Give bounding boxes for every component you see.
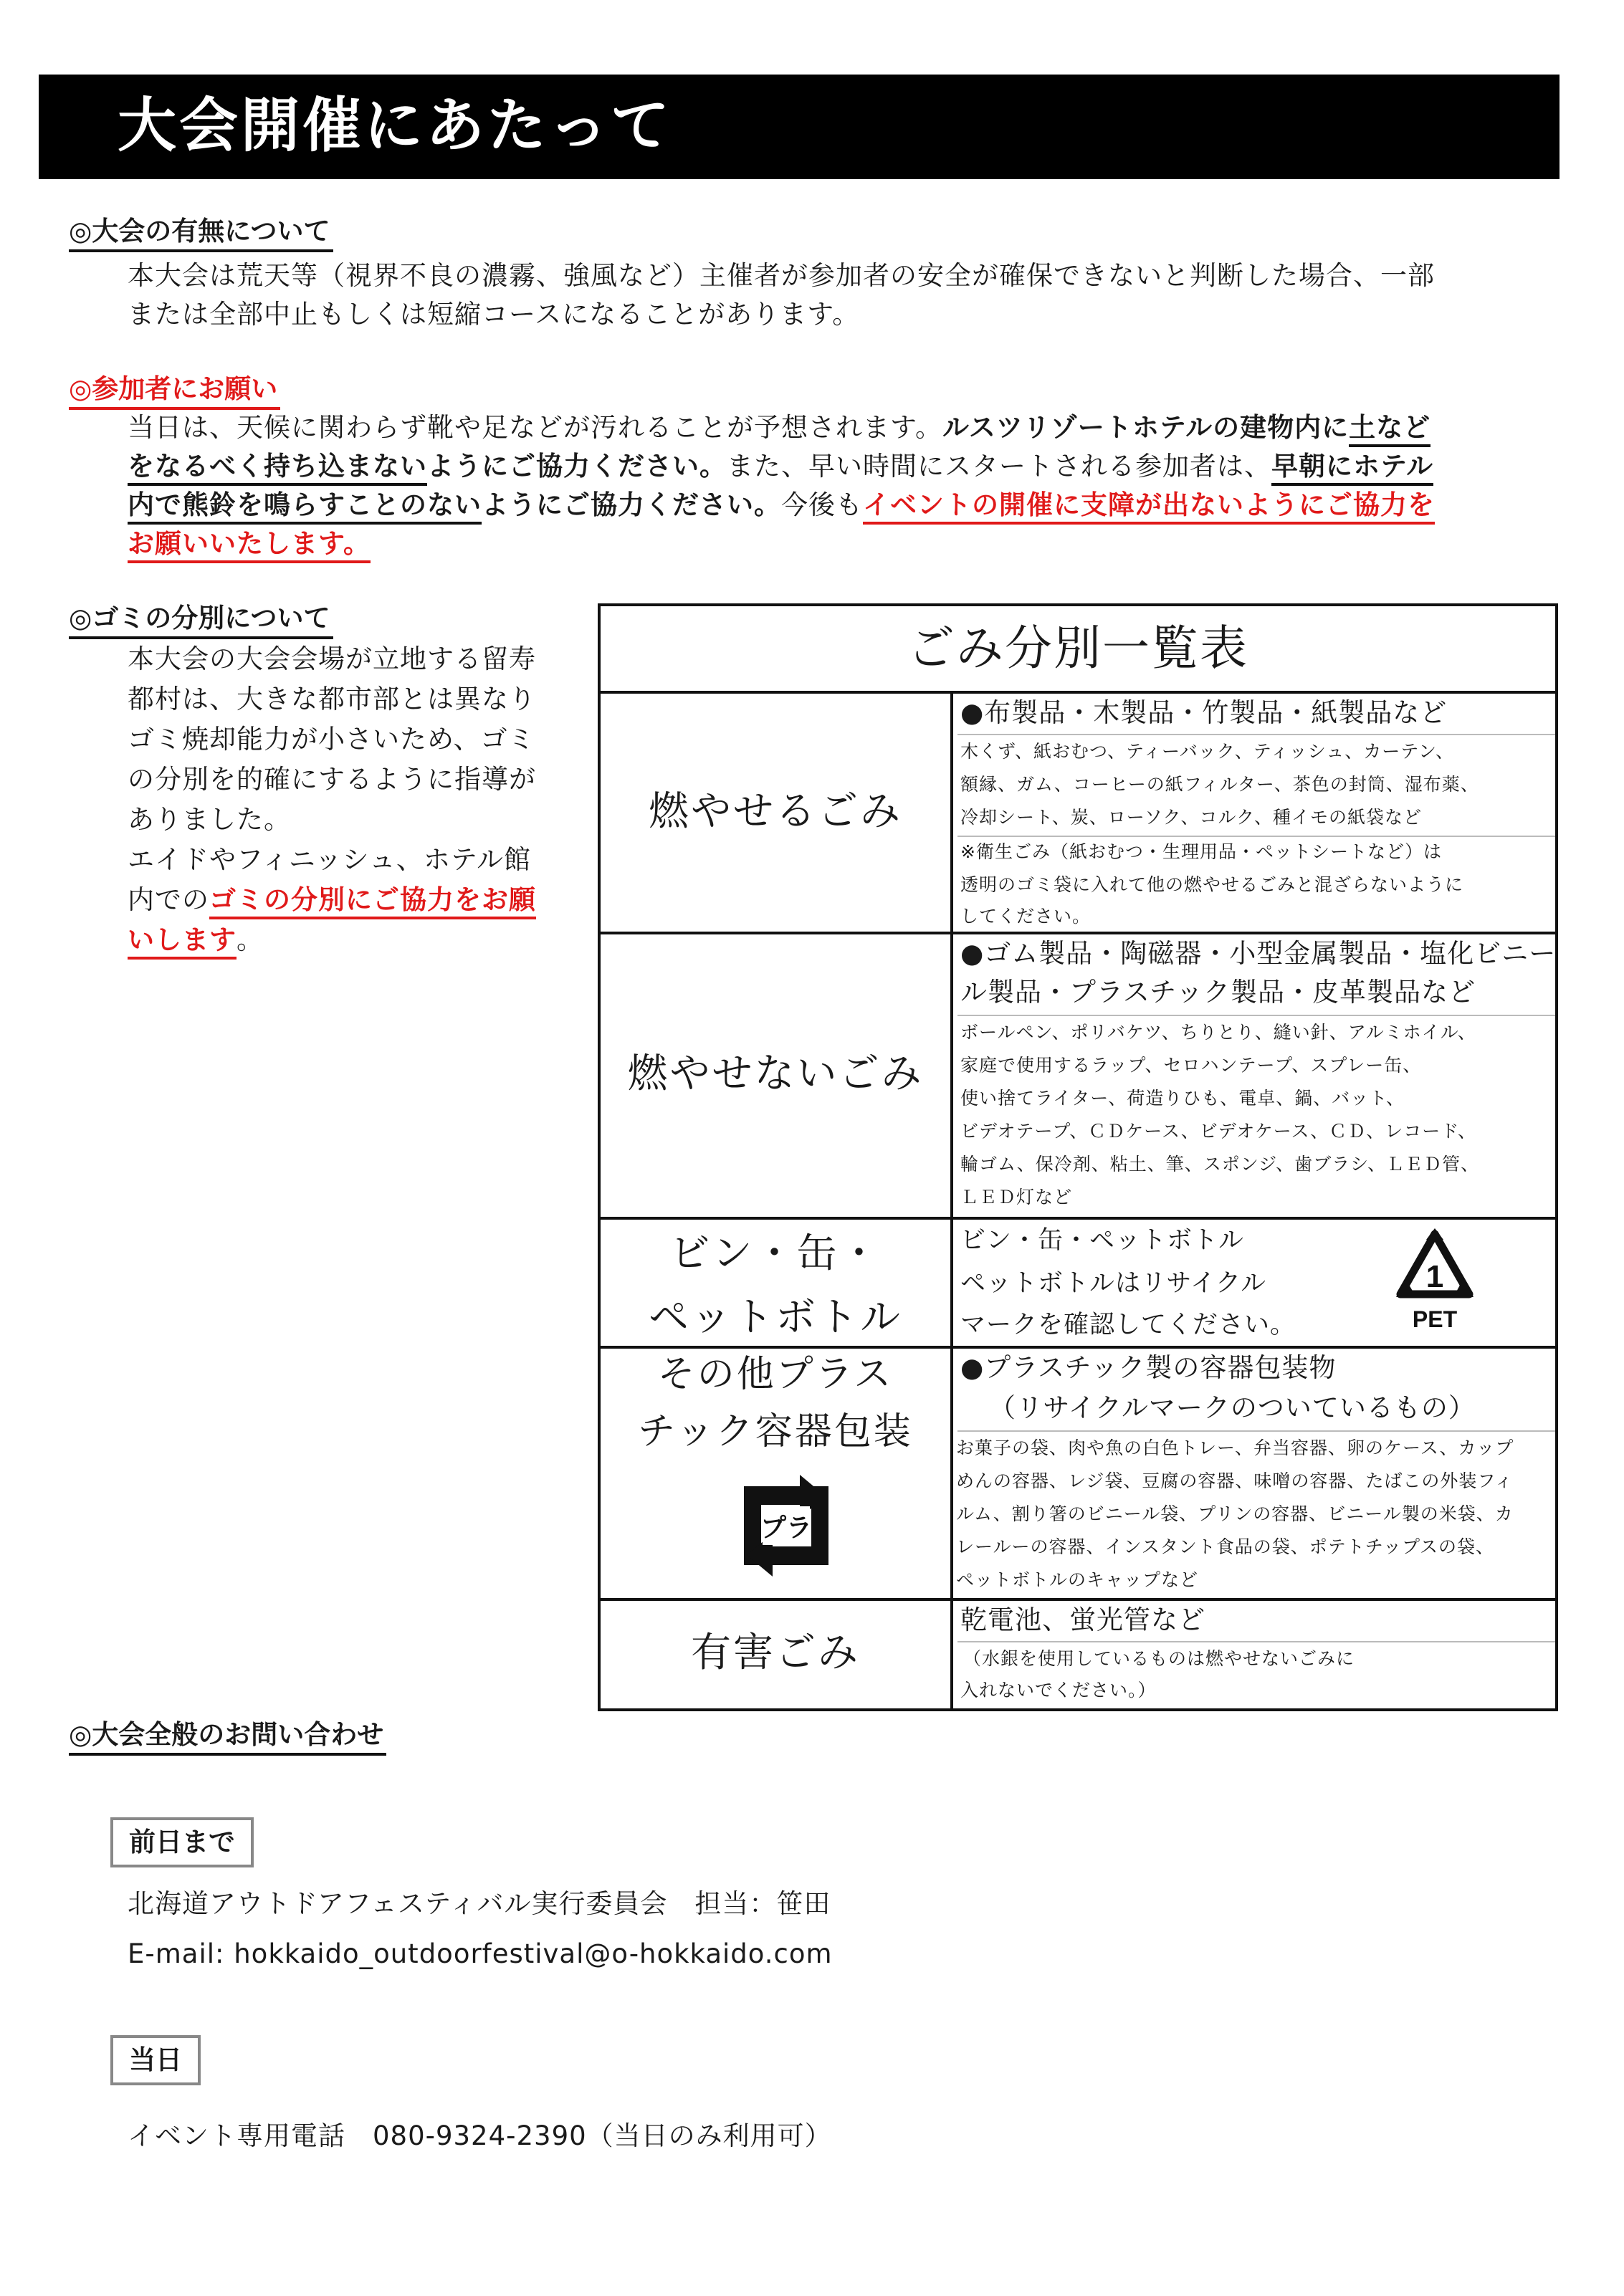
category-cell [601,934,953,1217]
detail-item: 家庭で使用するラップ、セロハンテープ、スプレー缶、 [960,1055,1422,1076]
row-nonburnable [601,934,1555,1220]
detail-line: ペットボトルはリサイクル [960,1269,1267,1298]
contact-email[interactable]: E-mail: hokkaido_outdoorfestival@o-hokkaido.com [128,1938,833,1969]
category-nonburnable: 燃やせないごみ [627,1051,924,1097]
detail-note: してください。 [960,906,1092,927]
page-title: 大会開催にあたって [118,92,673,160]
category-plastic: その他プラス [657,1353,894,1396]
request-text: また、早い時間にスタートされる参加者は、 [727,451,1271,482]
garbage-heading: ◎ゴミの分別について [69,601,333,639]
garbage-line: 都村は、大きな都市部とは異なり [128,684,536,714]
row-plastic [601,1349,1555,1601]
request-line-1 [128,407,1430,449]
request-text: 今後も [781,489,863,520]
day-label: 当日 [110,2035,201,2085]
detail-item: 木くず、紙おむつ、ティーバック、ティッシュ、カーテン、 [960,741,1455,762]
garbage-table [598,603,1558,1711]
detail-note: 入れないでください。） [960,1680,1157,1701]
category-hazardous: 有害ごみ [691,1630,860,1676]
contact-phone[interactable]: イベント専用電話 080-9324-2390（当日のみ利用可） [128,2120,832,2151]
cancel-line: 本大会は荒天等（視界不良の濃霧、強風など）主催者が参加者の安全が確保できないと判断した場合、一部 [128,260,1435,291]
detail-head: ●プラスチック製の容器包装物 [960,1352,1337,1383]
detail-item: 使い捨てライター、荷造りひも、電卓、鍋、バット、 [960,1088,1405,1109]
request-red-underline: イベントの開催に支障が出ないようにご協力を [863,489,1435,525]
contact-heading: ◎大会全般のお問い合わせ [69,1717,386,1756]
detail-item: 額縁、ガム、コーヒーの紙フィルター、茶色の封筒、湿布薬、 [960,774,1479,795]
request-line-4 [128,523,371,565]
detail-head: ●布製品・木製品・竹製品・紙製品など [960,697,1448,728]
contact-org: 北海道アウトドアフェスティバル実行委員会 担当：笹田 [128,1888,831,1919]
pet-number: 1 [1425,1259,1444,1294]
pet-label: PET [1412,1306,1458,1332]
request-underline: 内で熊鈴を鳴らすことのない [128,489,482,525]
detail-item: レールーの容器、インスタント食品の袋、ポテトチップスの袋、 [956,1536,1495,1557]
category-cell [601,1220,953,1346]
detail-line: ビン・缶・ペットボトル [960,1226,1245,1255]
detail-item: ペットボトルのキャップなど [956,1569,1199,1590]
cancel-line: または全部中止もしくは短縮コースになることがあります。 [128,299,860,330]
category-plastic: チック容器包装 [638,1410,913,1453]
before-label: 前日まで [110,1817,254,1867]
garbage-text: 。 [237,924,264,955]
garbage-red-underline: ゴミの分別にご協力をお願 [209,884,536,919]
request-bold: ようにご協力ください。 [482,489,781,520]
garbage-line: エイドやフィニッシュ、ホテル館 [128,844,531,875]
request-bold: ルスツリゾートホテルの建物内に [942,412,1350,443]
detail-head: 乾電池、蛍光管など [960,1604,1205,1635]
detail-cell [953,694,1555,932]
detail-item: ボールペン、ポリバケツ、ちりとり、縫い針、アルミホイル、 [960,1022,1476,1043]
category-bottles: ビン・缶・ [669,1230,882,1277]
request-underline: 早朝にホテル [1271,451,1433,486]
pla-recycle-icon [737,1472,836,1579]
detail-note: 透明のゴミ袋に入れて他の燃やせるごみと混ざらないように [960,874,1464,895]
garbage-line: 本大会の大会会場が立地する留寿 [128,644,536,674]
detail-item: 輪ゴム、保冷剤、粘土、筆、スポンジ、歯ブラシ、ＬＥＤ管、 [960,1154,1480,1175]
detail-head: （リサイクルマークのついているもの） [989,1392,1476,1423]
garbage-text: 内での [128,884,209,915]
garbage-red-underline: いします [128,924,237,960]
detail-item: ＬＥＤ灯など [960,1187,1073,1207]
pla-mark-text: プラ [760,1513,813,1543]
request-heading: ◎参加者にお願い [69,371,280,410]
request-bold: ようにご協力ください。 [427,451,727,482]
request-red-underline: お願いいたします。 [128,528,371,563]
category-cell [601,694,953,932]
detail-item: ルム、割り箸のビニール袋、プリンの容器、ビニール製の米袋、カ [956,1503,1514,1524]
detail-cell [953,934,1555,1217]
garbage-line-8 [128,920,264,960]
detail-cell [953,1601,1555,1708]
detail-line: マークを確認してください。 [960,1311,1296,1339]
detail-cell [953,1349,1555,1598]
request-underline: 土など [1349,412,1430,447]
row-bottles [601,1220,1555,1349]
detail-note: ※衛生ごみ（紙おむつ・生理用品・ペットシートなど）は [960,841,1442,862]
row-burnable [601,694,1555,934]
category-cell [601,1349,953,1598]
garbage-line: の分別を的確にするように指導が [128,764,536,795]
detail-cell [953,1220,1555,1346]
cancel-heading: ◎大会の有無について [69,214,333,252]
detail-item: お菓子の袋、肉や魚の白色トレー、弁当容器、卵のケース、カップ [956,1438,1514,1458]
title-banner [39,75,1559,179]
detail-item: めんの容器、レジ袋、豆腐の容器、味噌の容器、たばこの外装フィ [956,1470,1514,1491]
garbage-line-7 [128,880,536,920]
request-line-2 [128,446,1433,487]
pet-recycle-icon [1392,1228,1478,1336]
category-burnable: 燃やせるごみ [649,788,902,835]
request-line-3 [128,484,1435,526]
detail-note: （水銀を使用しているものは燃やせないごみに [963,1648,1355,1669]
detail-head: ●ゴム製品・陶磁器・小型金属製品・塩化ビニー [960,938,1557,969]
request-underline: をなるべく持ち込まない [128,451,427,486]
garbage-line: ゴミ焼却能力が小さいため、ゴミ [128,724,535,755]
detail-head: ル製品・プラスチック製品・皮革製品など [960,977,1476,1008]
table-title: ごみ分別一覧表 [601,606,1555,694]
category-cell [601,1601,953,1708]
row-hazardous [601,1601,1555,1708]
detail-item: ビデオテープ、ＣＤケース、ビデオケース、ＣＤ、レコード、 [960,1121,1477,1142]
detail-item: 冷却シート、炭、ローソク、コルク、種イモの紙袋など [960,807,1423,828]
category-bottles: ペットボトル [649,1294,902,1341]
request-text: 当日は、天候に関わらず靴や足などが汚れることが予想されます。 [128,412,943,443]
garbage-line: ありました。 [128,804,291,835]
